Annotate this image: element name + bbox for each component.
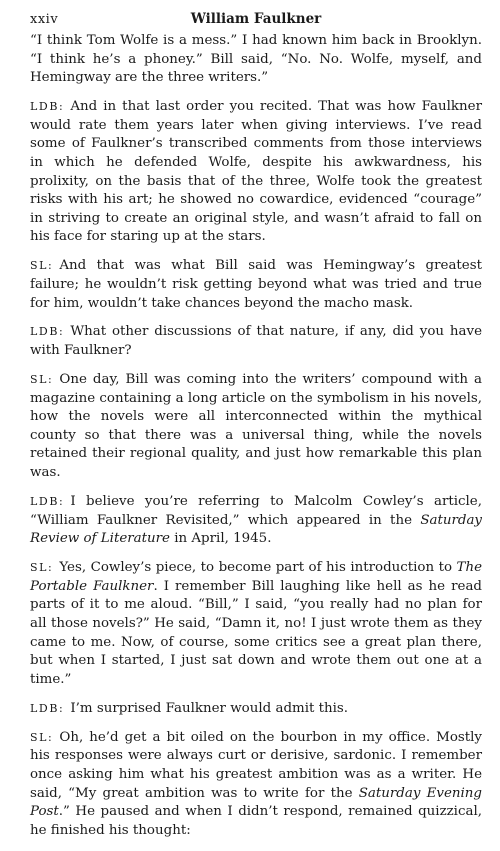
paragraph-7: [30, 700, 482, 719]
segment: Oh, he’d get a bit oiled on the bourbon in my office. Mostly his responses were always curt or derisive, sardonic. I remember once asking him what his greatest ambition was as a writer. He said, “My great ambition was to write for the: [30, 729, 482, 801]
running-head-title: William Faulkner: [190, 11, 322, 27]
speaker-label: SL:: [30, 730, 54, 744]
speaker-label: SL:: [30, 373, 54, 387]
segment: I’m surprised Faulkner would admit this.: [70, 700, 349, 716]
speaker-label: SL:: [30, 259, 54, 273]
segment: And that was what Bill said was Hemingway’s greatest failure; he wouldn’t risk getting beyond what was tried and true for him, wouldn’t take chances beyond the macho mask.: [30, 258, 482, 311]
paragraph-3: [30, 323, 482, 360]
body-text: [30, 32, 482, 840]
running-head: [30, 10, 482, 32]
speaker-label: LDB:: [30, 495, 65, 509]
segment: Yes, Cowley’s piece, to become part of his introduction to: [59, 560, 457, 576]
paragraph-4: [30, 371, 482, 483]
segment: “I think Tom Wolfe is a mess.” I had known him back in Brooklyn. “I think he’s a phoney.” Bill said, “No. No. Wolfe, myself, and Hemingway are the three writers.”: [30, 33, 482, 86]
segment: I believe you’re referring to Malcolm Cowley’s article, “William Faulkner Revisited,” which appeared in the: [30, 494, 482, 528]
paragraph-5: [30, 493, 482, 549]
segment: And in that last order you recited. That was how Faulkner would rate them years later when giving interviews. I’ve read some of Faulkner’s transcribed comments from those interviews in which he defended Wolfe, despite his awkwardness, his prolixity, on the basis that of the three, Wolfe took the greatest risks with his art; he showed no cowardice, evidenced “courage” in striving to create an original style, and wasn’t afraid to fall on his face for staring up at the stars.: [30, 99, 482, 245]
italic-segment: The Portable Faulkner: [30, 560, 482, 594]
segment: What other discussions of that nature, if any, did you have with Faulkner?: [30, 324, 482, 359]
speaker-label: LDB:: [30, 100, 65, 114]
paragraph-8: [30, 729, 482, 841]
paragraph-1: [30, 98, 482, 247]
segment: One day, Bill was coming into the writers’ compound with a magazine containing a long article on the symbolism in his novels, how the novels were all interconnected within the mythical county so that there was a universal thing, while the novels retained their regional quality, and just how remarkable this plan was.: [30, 372, 482, 481]
paragraph-0: [30, 32, 482, 88]
segment: in April, 1945.: [169, 531, 272, 547]
speaker-label: SL:: [30, 561, 54, 575]
segment: . I remember Bill laughing like hell as he read parts of it to me aloud. “Bill,” I said, “you really had no plan for all those novels?” He said, “Damn it, no! I just wrote them as they came to me. Now, of course, some critics see a great plan there, but when I started, I just sat down and wrote them out one at a time.”: [30, 578, 482, 687]
speaker-label: LDB:: [30, 701, 65, 715]
italic-segment: Saturday Review of Literature: [30, 512, 482, 547]
paragraph-6: [30, 559, 482, 689]
italic-segment: Saturday Evening Post: [30, 785, 482, 820]
segment: .” He paused and when I didn’t respond, remained quizzical, he finished his thought:: [30, 804, 482, 838]
speaker-label: LDB:: [30, 325, 65, 339]
paragraph-2: [30, 257, 482, 313]
page-number: xxiv: [30, 12, 59, 27]
book-page: [30, 10, 482, 851]
